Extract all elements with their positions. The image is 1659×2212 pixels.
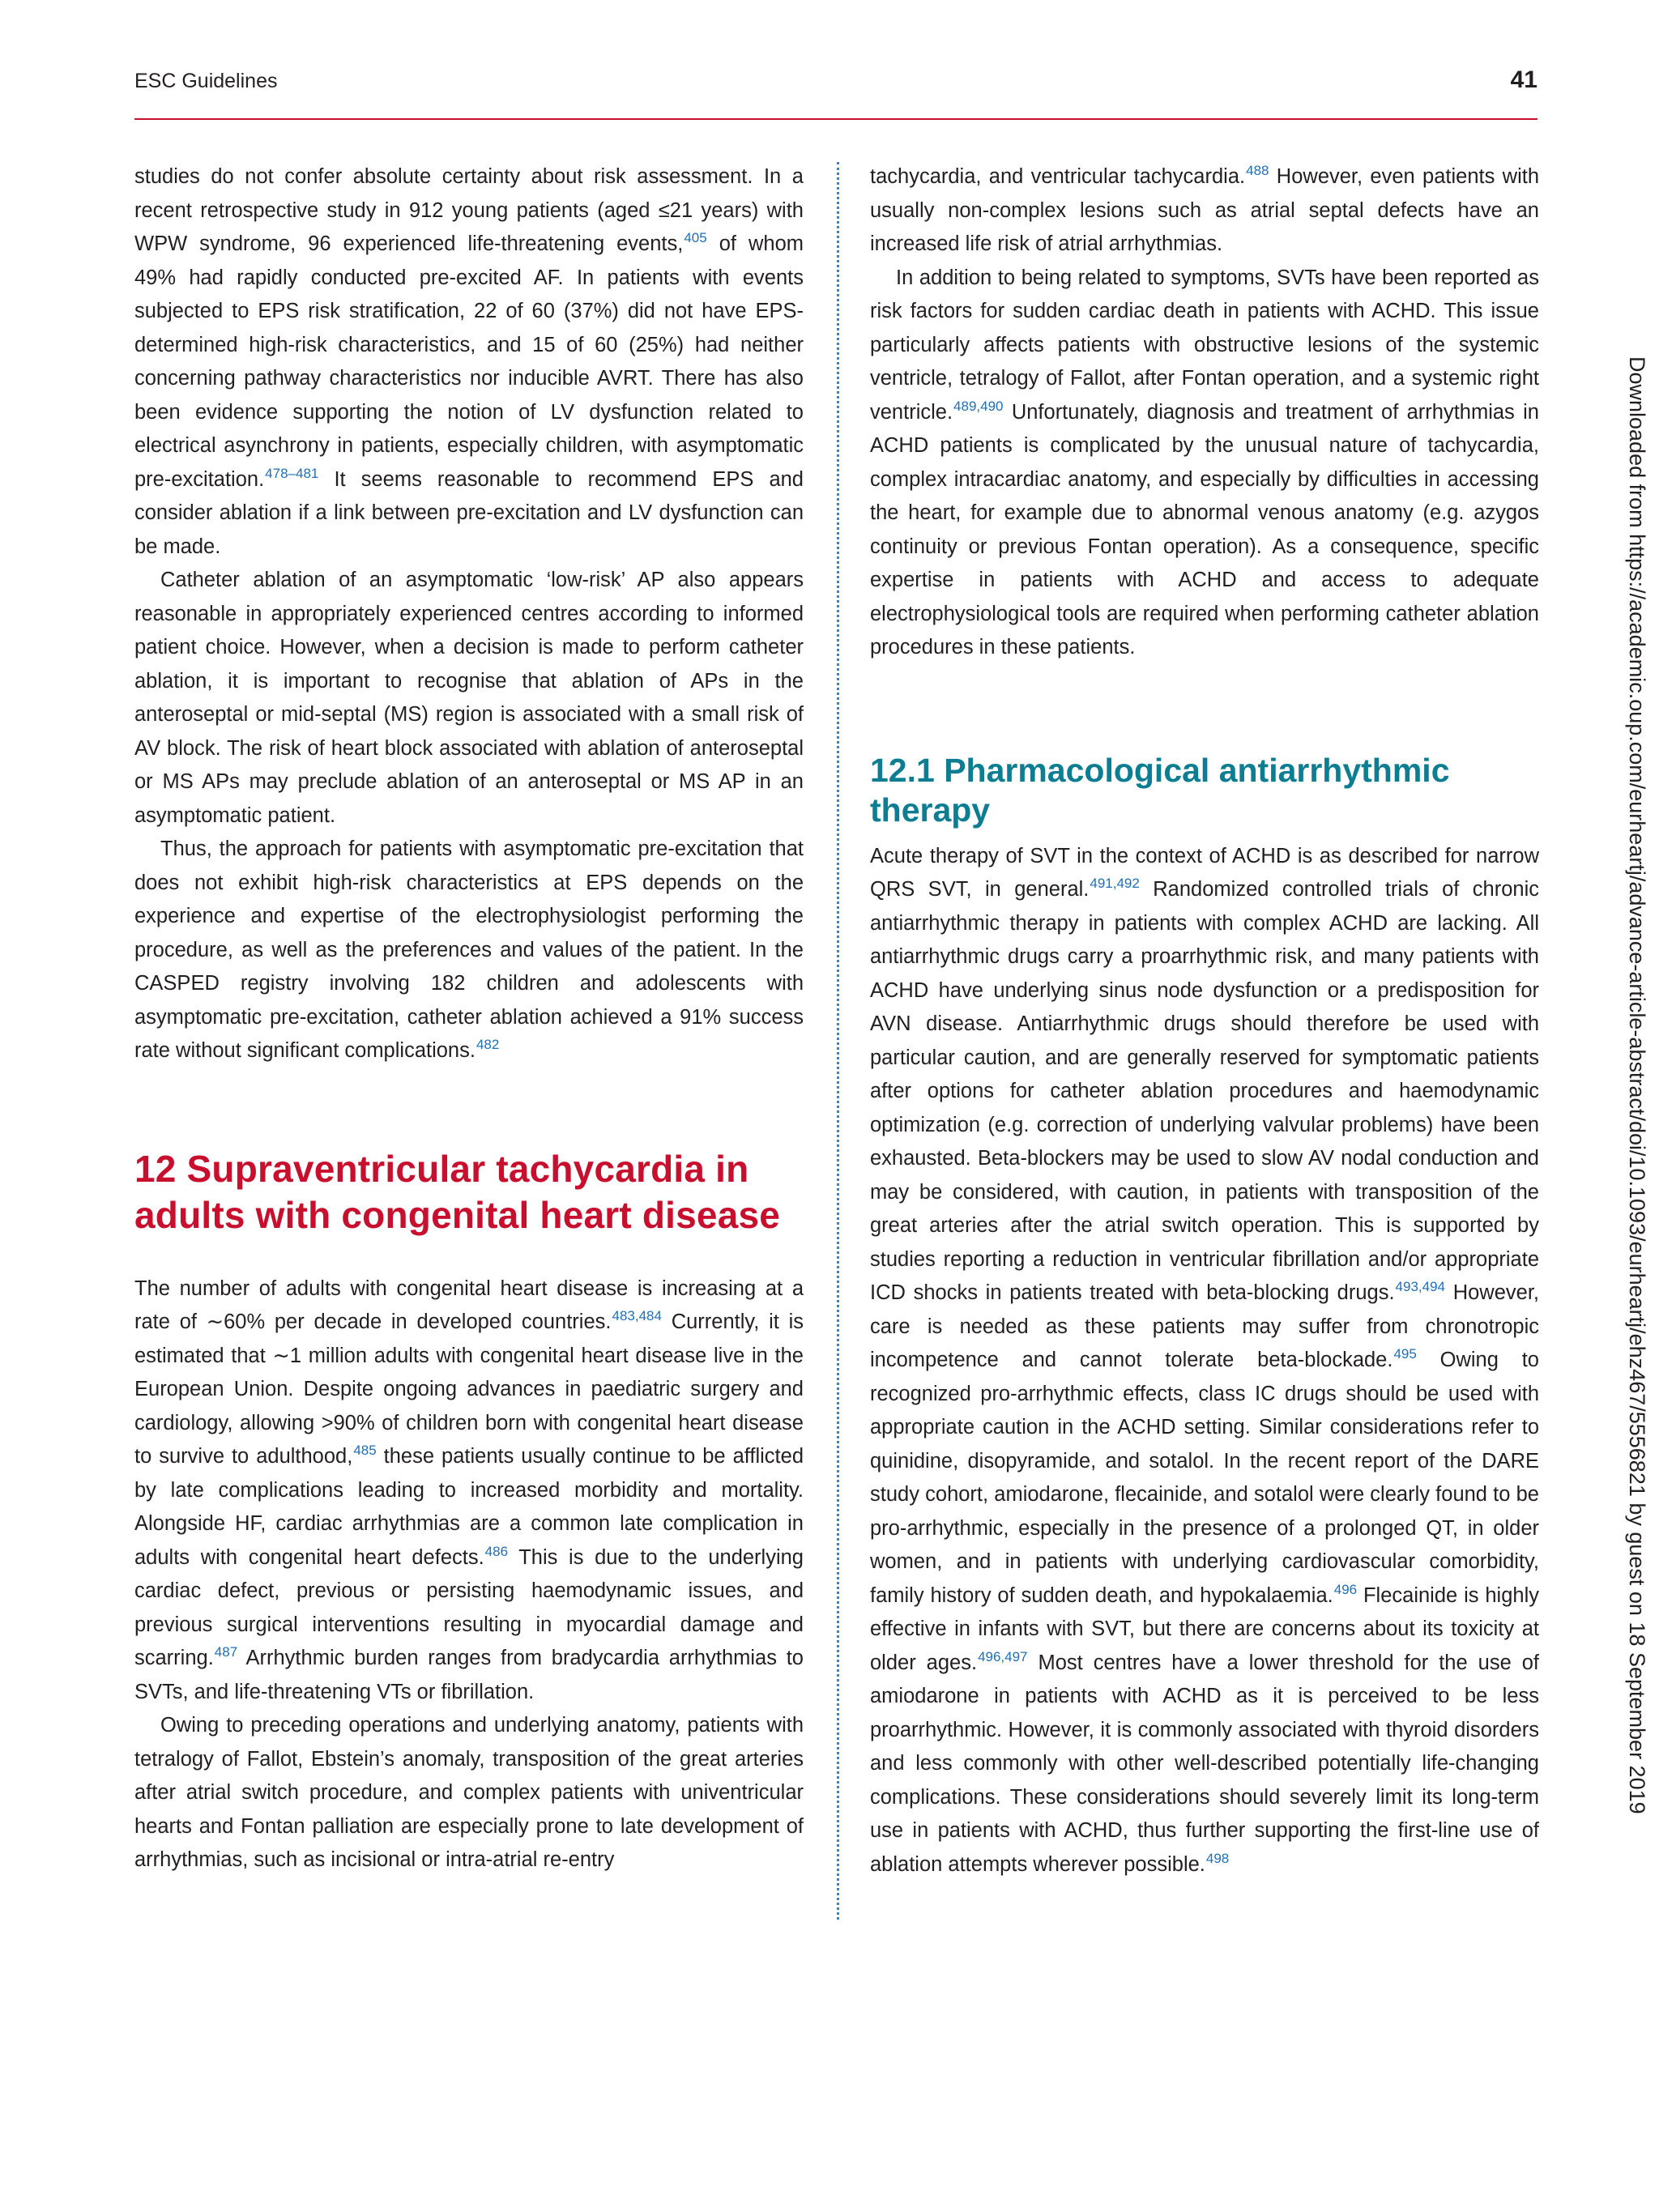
header-rule	[134, 118, 1537, 120]
running-header	[134, 66, 1537, 110]
reference-link[interactable]: 478–481	[265, 465, 319, 481]
reference-link[interactable]: 491,492	[1090, 876, 1140, 891]
subsection-heading: 12.1 Pharmacological antiarrhythmic therapy	[870, 751, 1450, 829]
reference-link[interactable]: 488	[1246, 163, 1269, 178]
paragraph: Owing to preceding operations and underlying anatomy, patients with tetralogy of Fallot, Ebstein’s anomaly, transposition of the great arteries after atrial switch procedure, and complex patients with univentricular hearts and Fontan palliation are especially prone to late development of arrhythmias, such as incisional or intra-atrial re-entry	[134, 1714, 804, 1871]
download-watermark-text: Downloaded from https://academic.oup.com/eurheartj/advance-article-abstract/doi/10.1093/eurheartj/ehz467/5556821 by guest on 18 September 2019	[1625, 356, 1649, 1814]
paragraph: Catheter ablation of an asymptomatic ‘low-risk’ AP also appears reasonable in appropriately experienced centres according to informed patient choice. However, when a decision is made to perform catheter ablation, it is important to recognise that ablation of APs in the anteroseptal or mid-septal (MS) region is associated with a small risk of AV block. The risk of heart block associated with ablation of anteroseptal or MS APs may preclude ablation of an anteroseptal or MS AP in an asymptomatic patient.	[134, 569, 804, 827]
reference-link[interactable]: 487	[214, 1644, 238, 1660]
paragraph: Acute therapy of SVT in the context of ACHD is as described for narrow QRS SVT, in general.$^{491,492}$ Randomized controlled trials of chronic antiarrhythmic therapy in patients with complex ACHD are lacking. All antiarrhythmic drugs carry a proarrhythmic risk, and many patients with ACHD have underlying sinus node dysfunction or a predisposition for AVN disease. Antiarrhythmic drugs should therefore be used with particular caution, and are generally reserved for symptomatic patients after options for catheter ablation procedures and haemodynamic optimization (e.g. correction of underlying valvular problems) have been exhausted. Beta-blockers may be used to slow AV nodal conduction and may be considered, with caution, in patients with transposition of the great arteries after the atrial switch operation. This is supported by studies reporting a reduction in ventricular fibrillation and/or appropriate ICD shocks in patients treated with beta-blocking drugs.$^{493,494}$ However, care is needed as these patients may suffer from chronotropic incompetence and cannot tolerate beta-blockade.$^{495}$ Owing to recognized pro-arrhythmic effects, class IC drugs should be used with appropriate caution in the ACHD setting. Similar considerations refer to quinidine, disopyramide, and sotalol. In the recent report of the DARE study cohort, amiodarone, flecainide, and sotalol were clearly found to be pro-arrhythmic, especially in the presence of a prolonged QT, in older women, and in patients with underlying cardiovascular comorbidity, family history of sudden death, and hypokalaemia.$^{496}$ Flecainide is highly effective in infants with SVT, but there are concerns about its toxicity at older ages.$^{496,497}$ Most centres have a lower threshold for the use of amiodarone in patients with ACHD as it is perceived to be less proarrhythmic. However, it is commonly associated with thyroid disorders and less commonly with other well-described potentially life-changing complications. These considerations should severely limit its long-term use in patients with ACHD, thus further supporting the first-line use of ablation attempts wherever possible.$^{498}$	[870, 844, 1539, 1876]
right-column	[870, 160, 1539, 1882]
download-watermark	[1622, 356, 1654, 1855]
reference-link[interactable]: 493,494	[1395, 1279, 1445, 1294]
reference-link[interactable]: 482	[476, 1037, 500, 1052]
reference-link[interactable]: 485	[353, 1443, 377, 1458]
reference-link[interactable]: 405	[684, 230, 707, 245]
left-column	[134, 160, 804, 1877]
reference-link[interactable]: 483,484	[612, 1308, 662, 1323]
reference-link[interactable]: 496	[1333, 1581, 1358, 1597]
reference-link[interactable]: 486	[484, 1543, 509, 1559]
paragraph: tachycardia, and ventricular tachycardia.$^{488}$ However, even patients with usually non-complex lesions such as atrial septal defects have an increased life risk of atrial arrhythmias.	[870, 163, 1540, 255]
running-title: ESC Guidelines	[134, 70, 278, 92]
paragraph: In addition to being related to symptoms, SVTs have been reported as risk factors for sudden cardiac death in patients with ACHD. This issue particularly affects patients with obstructive lesions of the systemic ventricle, tetralogy of Fallot, after Fontan operation, and a systemic right ventricle.$^{489,490}$ Unfortunately, diagnosis and treatment of arrhythmias in ACHD patients is complicated by the unusual nature of tachycardia, complex intracardiac anatomy, and especially by difficulties in accessing the heart, for example due to abnormal venous anatomy (e.g. azygos continuity or previous Fontan operation). As a consequence, specific expertise in patients with ACHD and access to adequate electrophysiological tools are required when performing catheter ablation procedures in these patients.	[870, 266, 1539, 658]
reference-link[interactable]: 498	[1205, 1850, 1230, 1866]
paragraph: The number of adults with congenital heart disease is increasing at a rate of ∼60% per decade in developed countries.$^{483,484}$ Currently, it is estimated that ∼1 million adults with congenital heart disease live in the European Union. Despite ongoing advances in paediatric surgery and cardiology, allowing >90% of children born with congenital heart disease to survive to adulthood,$^{485}$ these patients usually continue to be afflicted by late complications leading to increased morbidity and mortality. Alongside HF, cardiac arrhythmias are a common late complication in adults with congenital heart defects.$^{486}$ This is due to the underlying cardiac defect, previous or persisting haemodynamic issues, and previous surgical interventions resulting in myocardial damage and scarring.$^{487}$ Arrhythmic burden ranges from bradycardia arrhythmias to SVTs, and life-threatening VTs or fibrillation.	[134, 1276, 804, 1703]
paragraph: Thus, the approach for patients with asymptomatic pre-excitation that does not exhibit high-risk characteristics at EPS depends on the experience and expertise of the electrophysiologist performing the procedure, as well as the preferences and values of the patient. In the CASPED registry involving 182 children and adolescents with asymptomatic pre-excitation, catheter ablation achieved a 91% success rate without significant complications.$^{482}$	[134, 837, 804, 1062]
column-divider	[837, 162, 839, 1920]
page-number: 41	[1510, 66, 1537, 93]
section-heading: 12 Supraventricular tachycardia in adults with congenital heart disease	[134, 1147, 781, 1236]
reference-link[interactable]: 496,497	[978, 1648, 1028, 1664]
reference-link[interactable]: 489,490	[953, 398, 1004, 414]
paragraph: studies do not confer absolute certainty about risk assessment. In a recent retrospective study in 912 young patients (aged ≤21 years) with WPW syndrome, 96 experienced life-threatening events,$^{405}$ of whom 49% had rapidly conducted pre-excited AF. In patients with events subjected to EPS risk stratification, 22 of 60 (37%) did not have EPS-determined high-risk characteristics, and 15 of 60 (25%) had neither concerning pathway characteristics nor inducible AVRT. There has also been evidence supporting the notion of LV dysfunction related to electrical asynchrony in patients, especially children, with asymptomatic pre-excitation.$^{478-481}$ It seems reasonable to recommend EPS and consider ablation if a link between pre-excitation and LV dysfunction can be made.	[134, 165, 804, 558]
reference-link[interactable]: 495	[1393, 1346, 1417, 1362]
